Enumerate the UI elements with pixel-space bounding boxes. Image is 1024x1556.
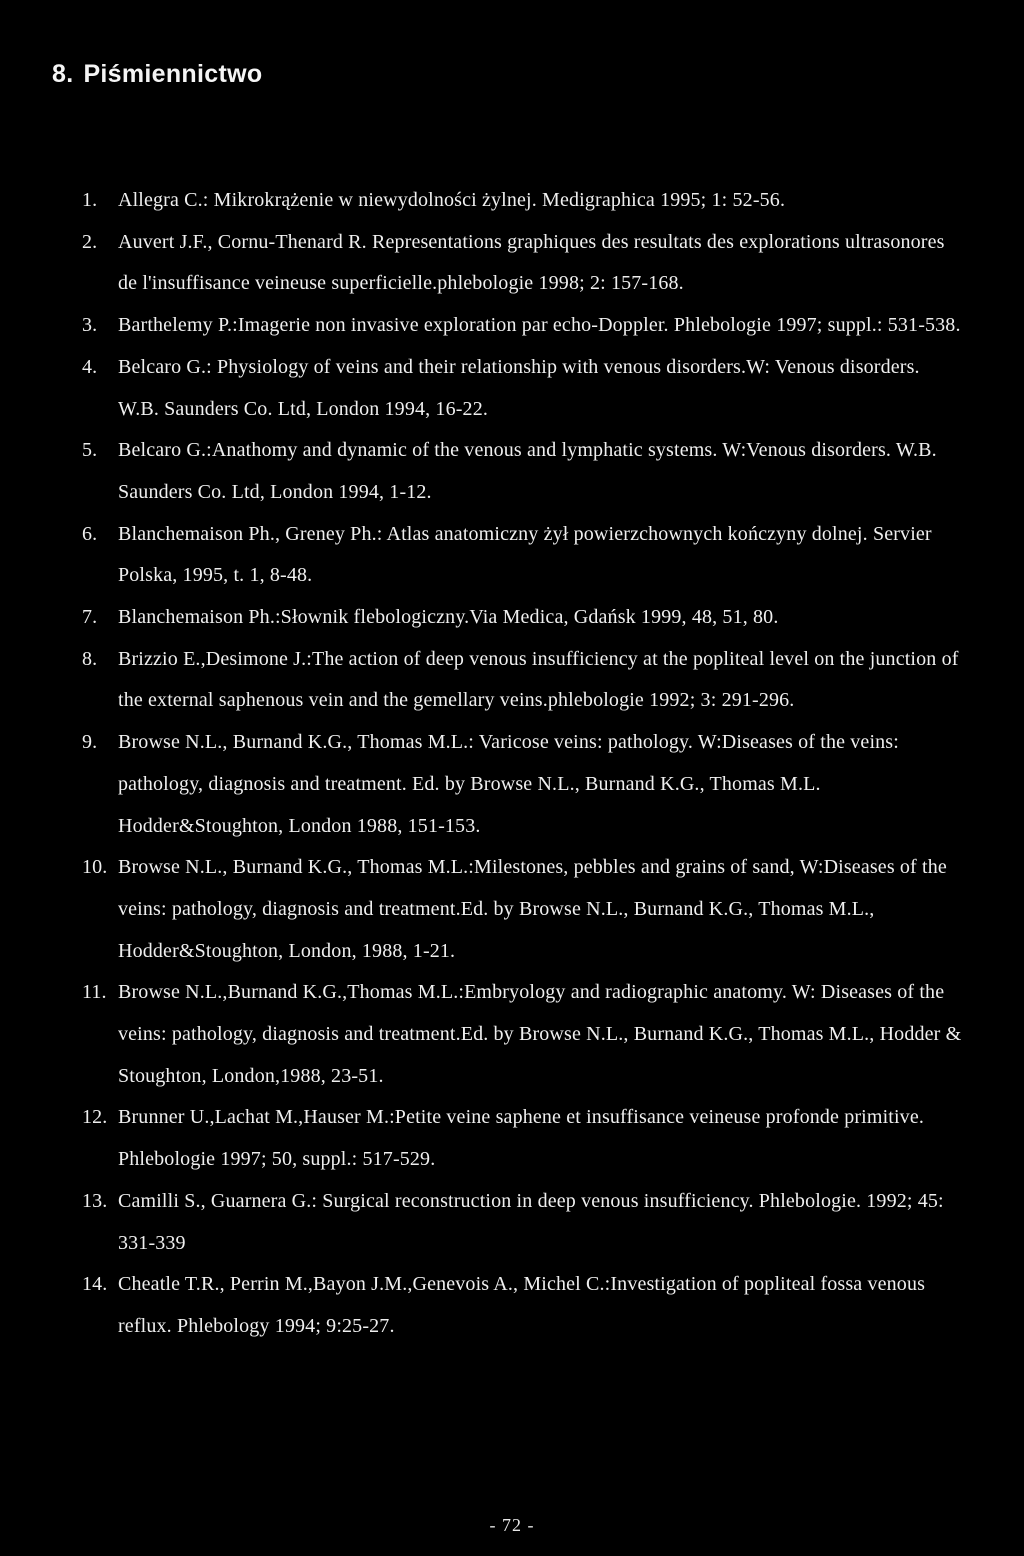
reference-number: 8.	[82, 647, 98, 670]
reference-item	[82, 430, 962, 513]
section-number: 8.	[52, 60, 74, 88]
section-title: Piśmiennictwo	[83, 60, 263, 88]
reference-number: 14.	[82, 1273, 108, 1296]
reference-item	[82, 180, 962, 222]
reference-item	[82, 1264, 962, 1347]
reference-number: 2.	[82, 230, 98, 253]
page-number: - 72 -	[489, 1515, 535, 1535]
reference-number: 11.	[82, 981, 107, 1004]
reference-text: Allegra C.: Mikrokrążenie w niewydolności żylnej. Medigraphica 1995; 1: 52-56.	[118, 189, 786, 211]
reference-text: Belcaro G.:Anathomy and dynamic of the venous and lymphatic systems. W:Venous disorders. W.B. Saunders Co. Ltd, London 1994, 1-12.	[118, 439, 937, 503]
section-heading	[52, 60, 262, 89]
reference-item	[82, 722, 962, 847]
reference-item	[82, 639, 962, 722]
reference-item	[82, 1097, 962, 1180]
reference-number: 10.	[82, 856, 108, 879]
reference-text: Blanchemaison Ph., Greney Ph.: Atlas anatomiczny żył powierzchownych kończyny dolnej. Servier Polska, 1995, t. 1, 8-48.	[118, 522, 932, 587]
reference-item	[82, 514, 962, 597]
reference-item	[82, 305, 962, 347]
reference-list	[82, 180, 962, 1348]
reference-text: Brizzio E.,Desimone J.:The action of deep venous insufficiency at the popliteal level on the junction of the external saphenous vein and the gemellary veins.phlebologie 1992; 3: 291-296.	[118, 647, 959, 712]
reference-text: Browse N.L.,Burnand K.G.,Thomas M.L.:Embryology and radiographic anatomy. W: Diseases of the veins: pathology, diagnosis and treatment.Ed. by Browse N.L., Burnand K.G., Thomas M.L., Hodder & Stoughton, London,1988, 23-51.	[118, 981, 962, 1087]
reference-item	[82, 347, 962, 430]
reference-text: Browse N.L., Burnand K.G., Thomas M.L.: Varicose veins: pathology. W:Diseases of the veins: pathology, diagnosis and treatment. Ed. by Browse N.L., Burnand K.G., Thomas M.L. Hodder&Stoughton, London 1988, 151-153.	[118, 731, 899, 837]
reference-number: 6.	[82, 522, 98, 545]
reference-text: Cheatle T.R., Perrin M.,Bayon J.M.,Genevois A., Michel C.:Investigation of popliteal fossa venous reflux. Phlebology 1994; 9:25-27.	[118, 1273, 926, 1337]
reference-item	[82, 222, 962, 305]
reference-number: 9.	[82, 731, 98, 754]
reference-text: Auvert J.F., Cornu-Thenard R. Representations graphiques des resultats des explorations ultrasonores de l'insuffisance veineuse superficielle.phlebologie 1998; 2: 157-168.	[118, 230, 945, 295]
reference-number: 5.	[82, 439, 98, 462]
reference-number: 3.	[82, 314, 98, 337]
reference-item	[82, 597, 962, 639]
reference-number: 7.	[82, 606, 98, 629]
reference-number: 1.	[82, 189, 98, 211]
reference-number: 12.	[82, 1106, 108, 1129]
reference-text: Blanchemaison Ph.:Słownik flebologiczny.Via Medica, Gdańsk 1999, 48, 51, 80.	[118, 606, 779, 629]
reference-item	[82, 1181, 962, 1264]
reference-number: 4.	[82, 355, 98, 378]
reference-text: Barthelemy P.:Imagerie non invasive exploration par echo-Doppler. Phlebologie 1997; suppl.: 531-538.	[118, 314, 961, 337]
reference-item	[82, 847, 962, 972]
reference-item	[82, 972, 962, 1097]
reference-text: Belcaro G.: Physiology of veins and their relationship with venous disorders.W: Venous disorders. W.B. Saunders Co. Ltd, London 1994, 16-22.	[118, 355, 920, 420]
reference-text: Browse N.L., Burnand K.G., Thomas M.L.:Milestones, pebbles and grains of sand, W:Diseases of the veins: pathology, diagnosis and treatment.Ed. by Browse N.L., Burnand K.G., Thomas M.L., Hodder&Stoughton, London, 1988, 1-21.	[118, 856, 947, 962]
reference-text: Brunner U.,Lachat M.,Hauser M.:Petite veine saphene et insuffisance veineuse profonde primitive. Phlebologie 1997; 50, suppl.: 517-529.	[118, 1106, 925, 1171]
reference-text: Camilli S., Guarnera G.: Surgical reconstruction in deep venous insufficiency. Phlebologie. 1992; 45: 331-339	[118, 1189, 944, 1254]
reference-number: 13.	[82, 1189, 108, 1212]
